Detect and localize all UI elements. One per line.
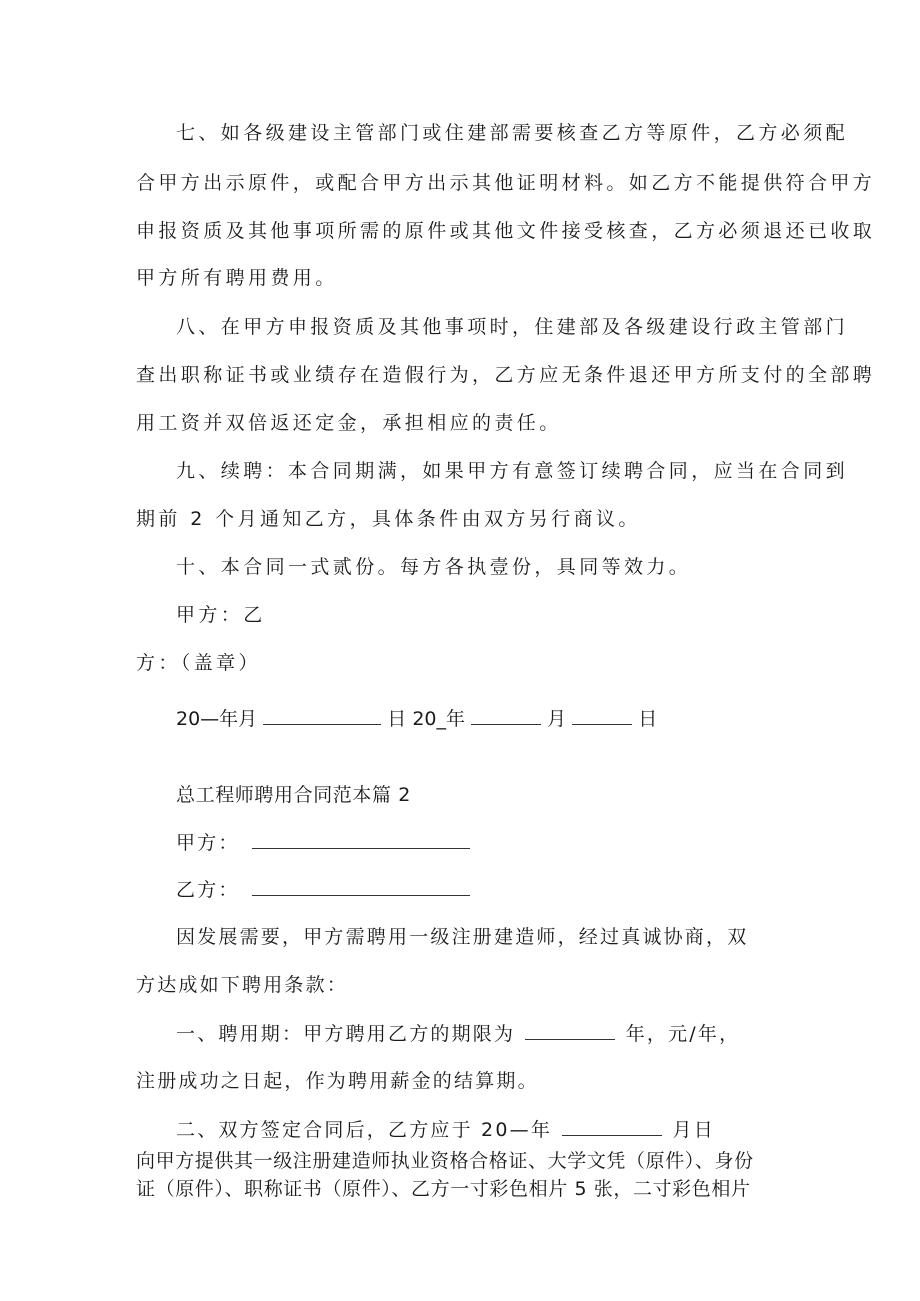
paragraph-7-line-2: 合甲方出示原件，或配合甲方出示其他证明材料。如乙方不能提供符合甲方 — [136, 172, 876, 194]
party-a-field — [176, 830, 470, 855]
party-b-label: 乙方： — [176, 879, 240, 901]
clause-2-line-3: 证（原件）、职称证书（原件）、乙方一寸彩色相片 5 张，二寸彩色相片 — [136, 1178, 751, 1200]
date-line-part-d: 日 — [638, 708, 658, 730]
signature-party-b-seal: 方：（盖章） — [136, 652, 261, 674]
paragraph-9-line-2: 期前 2 个月通知乙方，具体条件由双方另行商议。 — [136, 508, 641, 530]
clause-2-blank — [562, 1117, 662, 1136]
date-blank-1 — [263, 706, 381, 725]
date-blank-2 — [471, 706, 541, 725]
intro-line-2: 方达成如下聘用条款： — [136, 974, 349, 996]
paragraph-8-line-3: 用工资并双倍返还定金，承担相应的责任。 — [136, 412, 562, 434]
date-blank-3 — [572, 706, 632, 725]
clause-2-part-b: 月日 — [672, 1119, 715, 1141]
date-line-part-b: 日 20_年 — [387, 708, 465, 730]
term-line-2: 注册成功之日起，作为聘用薪金的结算期。 — [136, 1070, 539, 1092]
party-a-label: 甲方： — [176, 832, 240, 854]
paragraph-10: 十、本合同一式贰份。每方各执壹份，具同等效力。 — [176, 556, 692, 578]
term-blank — [525, 1021, 615, 1040]
clause-2-line-2: 向甲方提供其一级注册建造师执业资格合格证、大学文凭（原件）、身份 — [136, 1150, 754, 1172]
paragraph-7-line-3: 申报资质及其他事项所需的原件或其他文件接受核查，乙方必须退还已收取 — [136, 220, 876, 242]
date-line — [176, 706, 657, 731]
term-line — [176, 1021, 740, 1046]
signature-party-a: 甲方：乙 — [176, 604, 266, 626]
paragraph-7-line-4: 甲方所有聘用费用。 — [136, 267, 338, 289]
party-b-blank — [252, 877, 470, 896]
party-a-blank — [252, 830, 470, 849]
clause-2-part-a: 二、双方签定合同后，乙方应于 20—年 — [176, 1119, 553, 1141]
section-2-title: 总工程师聘用合同范本篇 2 — [176, 784, 411, 806]
paragraph-7-line-1: 七、如各级建设主管部门或住建部需要核查乙方等原件，乙方必须配 — [176, 122, 849, 144]
clause-2-line-1 — [176, 1117, 715, 1142]
paragraph-9-line-1: 九、续聘：本合同期满，如果甲方有意签订续聘合同，应当在合同到 — [176, 460, 849, 482]
date-line-part-a: 20—年月 — [176, 708, 258, 730]
paragraph-8-line-1: 八、在甲方申报资质及其他事项时，住建部及各级建设行政主管部门 — [176, 316, 849, 338]
term-line-part-b: 年，元/年， — [625, 1023, 741, 1045]
paragraph-8-line-2: 查出职称证书或业绩存在造假行为，乙方应无条件退还甲方所支付的全部聘 — [136, 364, 876, 386]
date-line-part-c: 月 — [547, 708, 567, 730]
intro-line-1: 因发展需要，甲方需聘用一级注册建造师，经过真诚协商，双 — [176, 926, 749, 948]
term-line-part-a: 一、聘用期：甲方聘用乙方的期限为 — [176, 1023, 516, 1045]
party-b-field — [176, 877, 470, 902]
